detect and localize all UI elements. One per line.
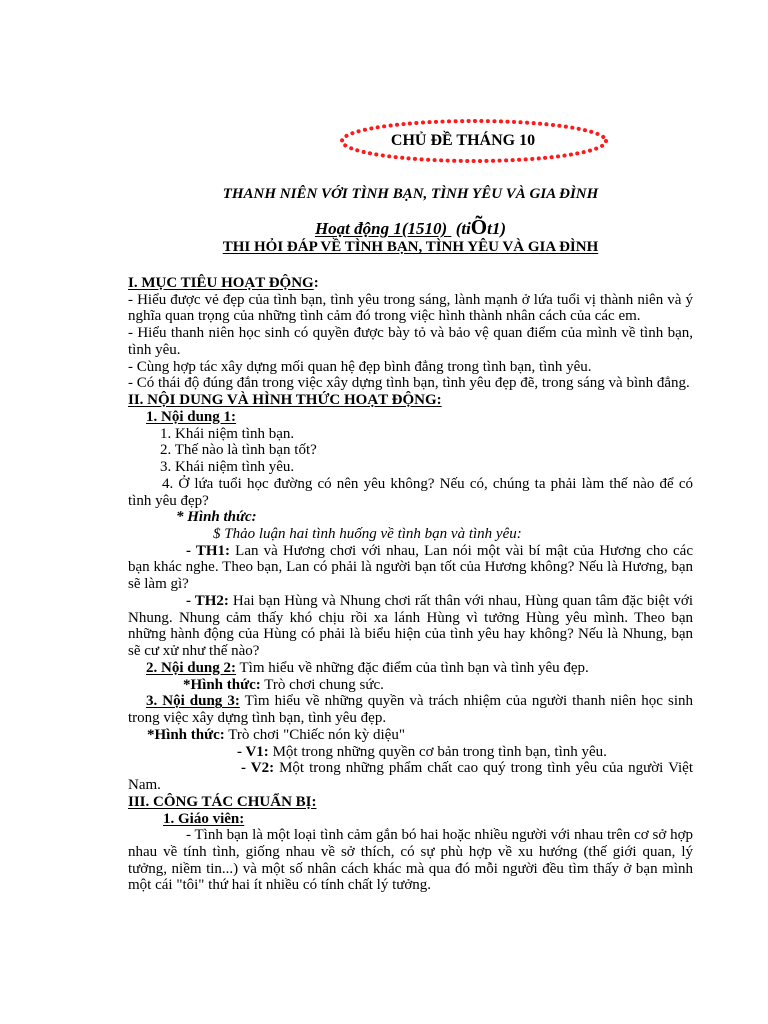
part3-form-label: *Hình thức: (147, 726, 225, 743)
activity-heading: THI HỎI ĐÁP VỀ TÌNH BẠN, TÌNH YÊU VÀ GIA ĐÌNH (222, 239, 599, 255)
part2 (128, 660, 693, 677)
teacher-text: - Tình bạn là một loại tình cảm gắn bó hai hoặc nhiều người với nhau trên cơ sở hợp nhau về tính tình, giống nhau về sở thích, có sự phù hợp về xu hướng (thế giới quan, lý tưởng, niềm tin...) và một số nhân cách khác mà qua đó mỗi người đều tìm thấy ở bạn mình một cái "tôi" thứ hai ít nhiều có tính chất lý tưởng. (128, 827, 693, 894)
question-item: 1. Khái niệm tình bạn. (160, 425, 295, 442)
situation-th1 (128, 543, 693, 593)
part3-form (128, 727, 693, 744)
objective-item: - Hiểu thanh niên học sinh có quyền được bày tỏ và bảo vệ quan điểm của mình về tình bạn, tình yêu. (128, 325, 693, 358)
document-subtitle: THANH NIÊN VỚI TÌNH BẠN, TÌNH YÊU VÀ GIA ĐÌNH (222, 186, 599, 202)
objective-item: - Cùng hợp tác xây dựng mối quan hệ đẹp bình đẳng trong tình bạn, tình yêu. (128, 358, 592, 375)
objectives-heading-colon: : (313, 275, 319, 291)
question-item: 2. Thế nào là tình bạn tốt? (160, 442, 317, 459)
part2-label: 2. Nội dung 2: (146, 659, 237, 676)
situation-label: - TH1: (186, 542, 231, 559)
teacher-label: 1. Giáo viên: (163, 810, 245, 827)
situation-label: - TH2: (186, 592, 229, 609)
part2-form-label: *Hình thức: (183, 676, 261, 693)
document-body (128, 275, 693, 894)
situation-text: Lan và Hương chơi với nhau, Lan nói một vài bí mật của Hương cho các bạn khác nghe. Theo bạn, Lan có phải là người bạn tốt của Hương không? Nếu là Hương, bạn sẽ làm gì? (128, 542, 693, 593)
theme-title: CHỦ ĐỀ THÁNG 10 (390, 132, 536, 149)
activity-period (455, 215, 507, 239)
part2-form (128, 677, 693, 694)
part3-label: 3. Nội dung 3: (146, 693, 240, 710)
activity-title (128, 215, 693, 239)
activity-name: Hoạt động 1(1510) (314, 219, 448, 238)
part1-form-label: * Hình thức: (176, 509, 257, 526)
part1-heading (128, 409, 693, 426)
teacher-heading (128, 811, 693, 828)
period-glyph: Õ (470, 215, 488, 239)
situation-th2 (128, 593, 693, 660)
round-text: Một trong những phẩm chất cao quý trong tình yêu của người Việt Nam. (128, 760, 694, 794)
activity-name-underlined (315, 219, 451, 238)
part3-form-text: Trò chơi "Chiếc nón kỳ diệu" (228, 726, 405, 743)
part1-label: 1. Nội dung 1: (146, 408, 237, 425)
content-heading: II. NỘI DUNG VÀ HÌNH THỨC HOẠT ĐỘNG: (128, 392, 442, 409)
question-item: 3. Khái niệm tình yêu. (160, 459, 295, 476)
objective-item: - Có thái độ đúng đắn trong việc xây dựng tình bạn, tình yêu đẹp đẽ, trong sáng và bình đẳng. (128, 375, 690, 392)
part2-text: Tìm hiểu về những đặc điểm của tình bạn và tình yêu đẹp. (239, 659, 589, 676)
period-prefix: (ti (455, 219, 471, 238)
round-label: - V2: (241, 760, 275, 777)
objectives-heading-text: I. MỤC TIÊU HOẠT ĐỘNG (128, 275, 314, 291)
part2-form-text: Trò chơi chung sức. (264, 676, 384, 693)
part3 (128, 693, 693, 726)
part1-form-description: $ Thảo luận hai tình huống về tình bạn và tình yêu: (213, 526, 522, 543)
part3-text: Tìm hiểu về những quyền và trách nhiệm của người thanh niên học sinh trong việc xây dựng tình bạn, tình yêu đẹp. (128, 693, 693, 727)
round-label: - V1: (237, 743, 269, 760)
round-text: Một trong những quyền cơ bản trong tình bạn, tình yêu. (272, 743, 607, 760)
situation-text: Hai bạn Hùng và Nhung chơi rất thân với nhau, Hùng quan tâm đặc biệt với Nhung. Nhung cảm thấy khó chịu rồi xa lánh Hùng vì tưởng Hùng yêu mình. Theo bạn những hành động của Hùng có phải là biểu hiện của tình yêu hay không? Nếu là Nhung, bạn sẽ cư xử như thế nào? (128, 592, 693, 660)
objective-item: - Hiểu được vẻ đẹp của tình bạn, tình yêu trong sáng, lành mạnh ở lứa tuổi vị thành niên và ý nghĩa quan trọng của những tình cảm đó trong việc hình thành nhân cách của các em. (128, 291, 693, 325)
preparation-heading: III. CÔNG TÁC CHUẨN BỊ: (128, 793, 317, 810)
round-v2 (128, 760, 693, 793)
objectives-heading (128, 275, 693, 292)
question-item: 4. Ở lứa tuổi học đường có nên yêu không? Nếu có, chúng ta phải làm thế nào để có tình yêu đẹp? (128, 475, 693, 509)
period-suffix: t1) (487, 219, 507, 238)
round-v1 (128, 744, 693, 761)
